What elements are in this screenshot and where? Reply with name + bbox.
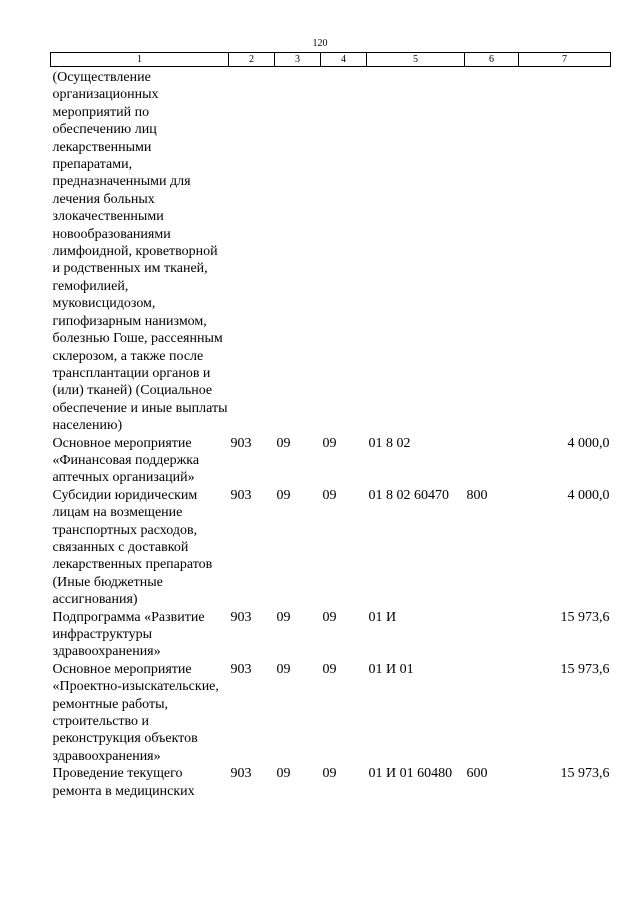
target-code (367, 67, 465, 435)
table-row (51, 661, 611, 765)
section-code: 09 (276, 435, 291, 451)
subsection-code: 09 (322, 661, 337, 677)
subsection-code (321, 67, 367, 435)
page-number: 120 (312, 38, 328, 49)
column-number: 5 (367, 53, 465, 67)
expense-type-code (465, 67, 519, 435)
table-row (51, 487, 611, 609)
ministry-code: 903 (230, 609, 252, 625)
expense-type-code (465, 435, 519, 487)
column-number: 4 (321, 53, 367, 67)
amount: 4 000,0 (567, 435, 610, 451)
amount: 15 973,6 (560, 609, 610, 625)
table-row (51, 609, 611, 661)
row-name: Основное мероприятие «Финансовая поддержка аптечных организаций» (52, 435, 200, 486)
expense-type-code: 800 (466, 487, 488, 503)
table-header (51, 53, 611, 67)
amount (519, 67, 611, 435)
column-number: 2 (229, 53, 275, 67)
budget-table (50, 52, 611, 800)
ministry-code: 903 (230, 766, 252, 782)
amount: 15 973,6 (560, 766, 610, 782)
row-name: Субсидии юридическим лицам на возмещение транспортных расходов, связанных с доставкой лекарственных препаратов (Иные бюджетные ассигнования) (52, 487, 213, 608)
ministry-code (229, 67, 275, 435)
ministry-code: 903 (230, 487, 252, 503)
section-code: 09 (276, 766, 291, 782)
target-code: 01 8 02 (368, 435, 411, 451)
table-row (51, 435, 611, 487)
section-code: 09 (276, 661, 291, 677)
subsection-code: 09 (322, 435, 337, 451)
column-number-row (51, 53, 611, 67)
row-name: Основное мероприятие «Проектно-изыскательские, ремонтные работы, строительство и реконструкция объектов здравоохранения» (52, 661, 219, 764)
amount: 4 000,0 (567, 487, 610, 503)
section-code (275, 67, 321, 435)
ministry-code: 903 (230, 661, 252, 677)
subsection-code: 09 (322, 487, 337, 503)
row-name: Проведение текущего ремонта в медицинских (52, 766, 195, 799)
target-code: 01 И 01 60480 (368, 766, 453, 782)
subsection-code: 09 (322, 766, 337, 782)
section-code: 09 (276, 609, 291, 625)
column-number: 6 (465, 53, 519, 67)
target-code: 01 8 02 60470 (368, 487, 449, 503)
table-body (51, 67, 611, 801)
expense-type-code (465, 609, 519, 661)
section-code: 09 (276, 487, 291, 503)
expense-type-code (465, 661, 519, 765)
target-code: 01 И (368, 609, 397, 625)
row-name: Подпрограмма «Развитие инфраструктуры здравоохранения» (52, 609, 205, 660)
row-name: (Осуществление организационных мероприятий по обеспечению лиц лекарственными препаратами, предназначенными для лечения больных злокачественными новообразованиями лимфоидной, кроветворной и родственных им тканей, гемофилией, муковисцидозом, гипофизарным нанизмом, болезнью Гоше, рассеянным склерозом, а также после трансплантации органов и (или) тканей) (Социальное обеспечение и иные выплаты населению) (52, 70, 228, 434)
table-row (51, 67, 611, 435)
column-number: 3 (275, 53, 321, 67)
expense-type-code: 600 (466, 766, 488, 782)
amount: 15 973,6 (560, 661, 610, 677)
column-number: 1 (51, 53, 229, 67)
subsection-code: 09 (322, 609, 337, 625)
table-row (51, 765, 611, 800)
target-code: 01 И 01 (368, 661, 414, 677)
column-number: 7 (519, 53, 611, 67)
ministry-code: 903 (230, 435, 252, 451)
